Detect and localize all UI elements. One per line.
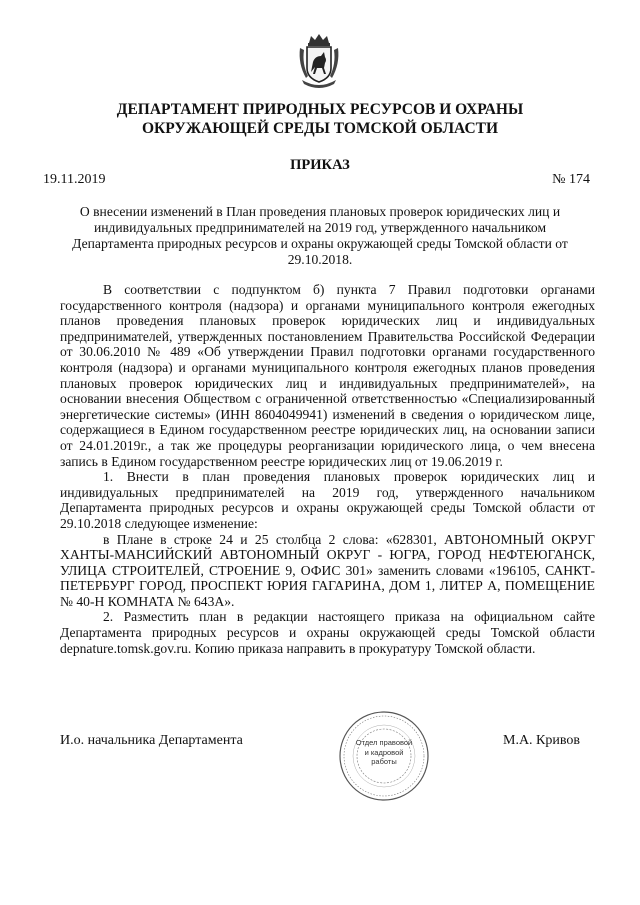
- stamp-text: [338, 738, 430, 767]
- stamp-line-2: и кадровой: [364, 747, 404, 757]
- department-name-line-1: ДЕПАРТАМЕНТ ПРИРОДНЫХ РЕСУРСОВ И ОХРАНЫ: [116, 101, 524, 118]
- body-paragraph-item-2: 2. Разместить план в редакции настоящего приказа на официальном сайте Департамента природных ресурсов и охраны окружающей среды Томской области depnature.tomsk.gov.ru. Копию приказа направить в прокуратуру Томской области.: [60, 609, 595, 656]
- stamp-line-1: Отдел правовой: [355, 738, 413, 747]
- order-body: [60, 282, 595, 656]
- order-title: ПРИКАЗ: [290, 157, 350, 173]
- signatory-position: И.о. начальника Департамента: [60, 733, 243, 748]
- body-paragraph-preamble: В соответствии с подпунктом б) пункта 7 Правил подготовки органами государственного контроля (надзора) и органами муниципального контроля ежегодных планов проведения плановых проверок юридических лиц и индивидуальных предпринимателей, утвержденных постановлением Правительства Российской Федерации от 30.06.2010 № 489 «Об утверждении Правил подготовки органами государственного контроля (надзора) и органами муниципального контроля ежегодных планов проведения плановых проверок юридических лиц и индивидуальных предпринимателей», на основании внесения Обществом с ограниченной ответственностью «Специализированный энергетические системы» (ИНН 8604049941) изменений в сведения о юридическом лице, содержащиеся в Едином государственном реестре юридических лиц, на основании записи от 24.01.2019г., а так же процедуры реорганизации юридического лица, о чем внесена запись в Едином государственном реестре юридических лиц от 19.06.2019 г.: [60, 282, 595, 469]
- order-date: 19.11.2019: [43, 172, 106, 187]
- department-name-line-2: ОКРУЖАЮЩЕЙ СРЕДЫ ТОМСКОЙ ОБЛАСТИ: [141, 120, 499, 137]
- order-subject: О внесении изменений в План проведения плановых проверок юридических лиц и индивидуальных предпринимателей на 2019 год, утвержденного начальником Департамента природных ресурсов и охраны окружающей среды Томской области от 29.10.2018.: [72, 204, 568, 267]
- body-paragraph-item-1: 1. Внести в план проведения плановых проверок юридических лиц и индивидуальных предпринимателей на 2019 год, утвержденного начальником Департамента природных ресурсов и охраны окружающей среды Томской области от 29.10.2018 следующее изменение:: [60, 469, 595, 531]
- tomsk-region-coat-of-arms-icon: [296, 34, 342, 90]
- body-paragraph-change: в Плане в строке 24 и 25 столбца 2 слова: «628301, АВТОНОМНЫЙ ОКРУГ ХАНТЫ-МАНСИЙСКИЙ АВТОНОМНЫЙ ОКРУГ - ЮГРА, ГОРОД НЕФТЕЮГАНСК, УЛИЦА СТРОИТЕЛЕЙ, СТРОЕНИЕ 9, ОФИС 301» заменить словами «196105, САНКТ-ПЕТЕРБУРГ ГОРОД, ПРОСПЕКТ ЮРИЯ ГАГАРИНА, ДОМ 1, ЛИТЕР А, ПОМЕЩЕНИЕ № 40-Н КОМНАТА № 643А».: [60, 531, 595, 609]
- stamp-line-3: работы: [371, 757, 397, 766]
- signatory-name: М.А. Кривов: [503, 733, 581, 748]
- order-number: № 174: [552, 172, 590, 187]
